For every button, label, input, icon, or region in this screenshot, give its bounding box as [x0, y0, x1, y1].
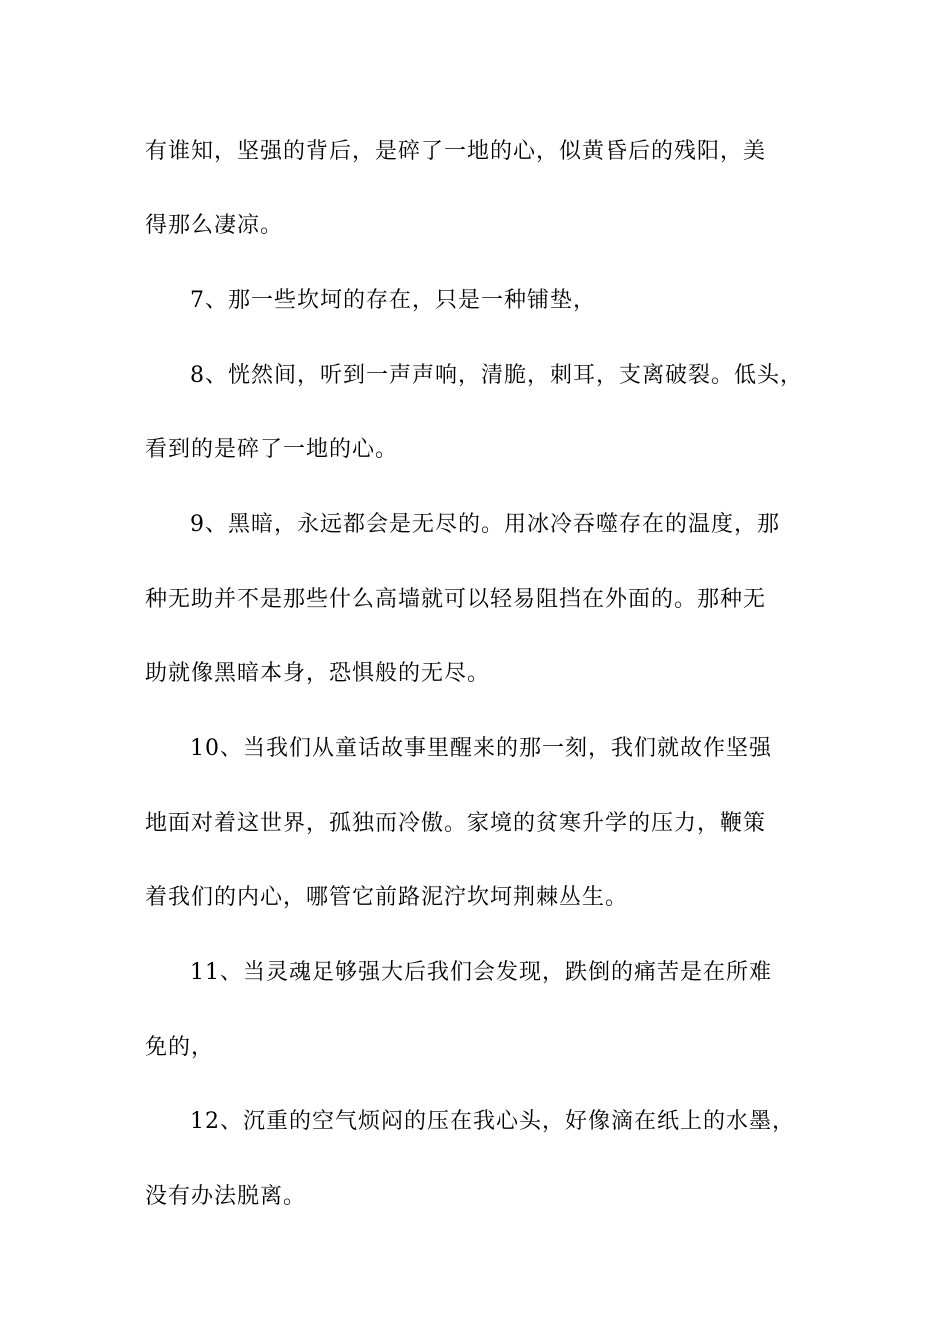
paragraph-line-item-9: 9、黑暗，永远都会是无尽的。用冰冷吞噬存在的温度，那: [190, 512, 780, 537]
paragraph-line: 有谁知，坚强的背后，是碎了一地的心，似黄昏后的残阳，美: [145, 139, 767, 164]
paragraph-line: 得那么凄凉。: [145, 213, 284, 238]
paragraph-line: 着我们的内心，哪管它前路泥泞坎坷荆棘丛生。: [145, 885, 629, 910]
paragraph-line: 没有办法脱离。: [145, 1184, 307, 1209]
paragraph-line: 种无助并不是那些什么高墙就可以轻易阻挡在外面的。那种无: [145, 587, 767, 612]
paragraph-line: 免的，: [145, 1035, 215, 1060]
paragraph-line: 地面对着这世界，孤独而冷傲。家境的贫寒升学的压力，鞭策: [145, 811, 767, 836]
paragraph-line: 看到的是碎了一地的心。: [145, 437, 399, 462]
paragraph-line-item-11: 11、当灵魂足够强大后我们会发现，跌倒的痛苦是在所难: [190, 960, 772, 985]
paragraph-line-item-10: 10、当我们从童话故事里醒来的那一刻，我们就故作坚强: [190, 736, 772, 761]
paragraph-line: 助就像黑暗本身，恐惧般的无尽。: [145, 661, 491, 686]
paragraph-line-item-8: 8、恍然间，听到一声声响，清脆，刺耳，支离破裂。低头，: [190, 363, 803, 388]
paragraph-line-item-12: 12、沉重的空气烦闷的压在我心头，好像滴在纸上的水墨，: [190, 1109, 795, 1134]
paragraph-line-item-7: 7、那一些坎坷的存在，只是一种铺垫，: [190, 288, 596, 313]
